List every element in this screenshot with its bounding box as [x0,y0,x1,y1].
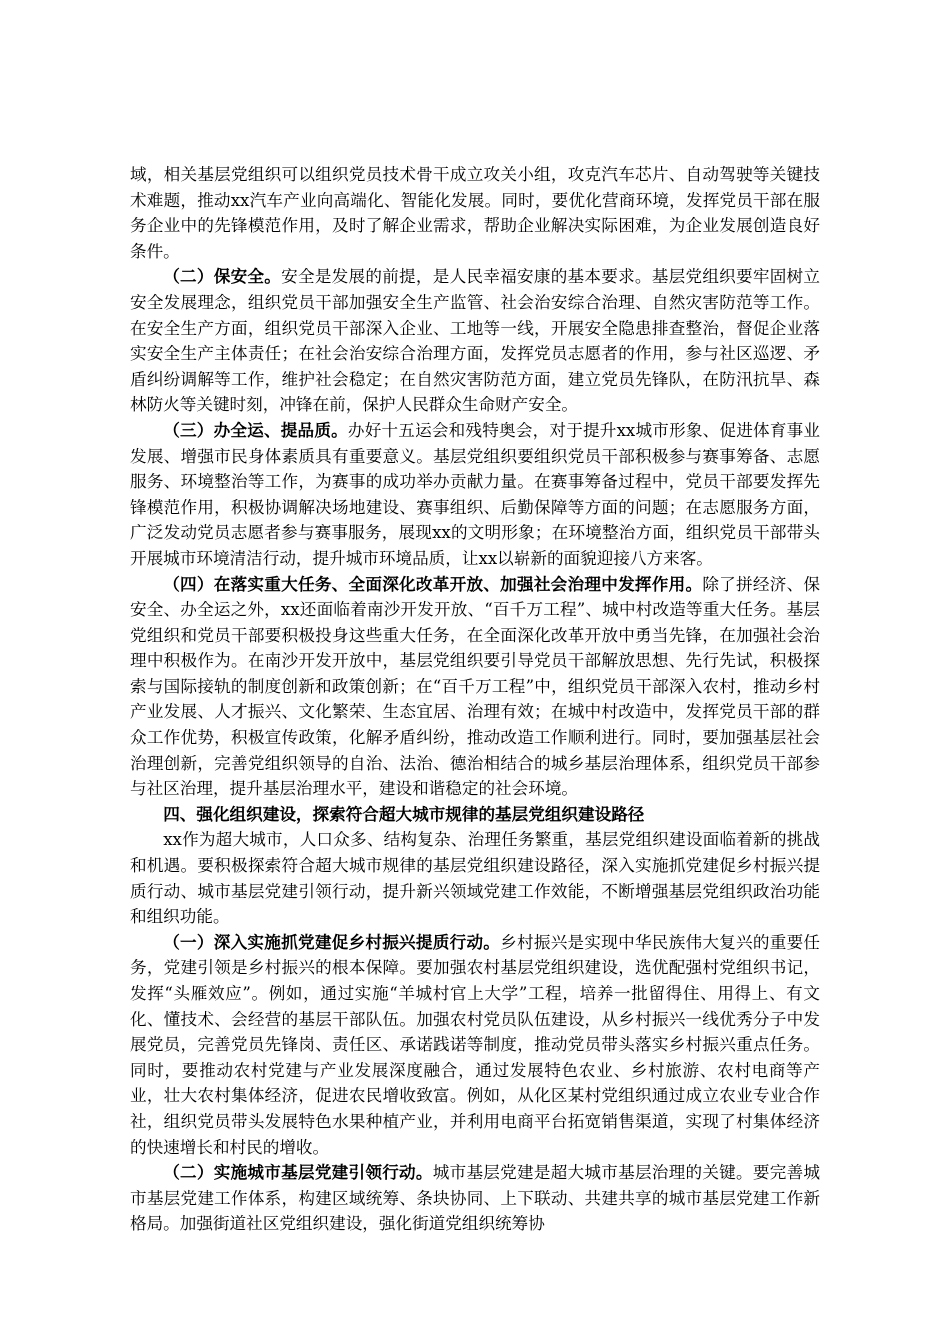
section-title: （一）深入实施抓党建促乡村振兴提质行动。 [163,931,501,952]
section-major-tasks [130,572,820,802]
section-rural-revitalization [130,930,820,1160]
section-games-quality [130,418,820,572]
section-safety [130,264,820,418]
section-body: 安全是发展的前提，是人民幸福安康的基本要求。基层党组织要牢固树立安全发展理念，组织党员干部加强安全生产监管、社会治安综合治理、自然灾害防范等工作。在安全生产方面，组织党员干部深入企业、工地等一线，开展安全隐患排查整治，督促企业落实安全生产主体责任；在社会治安综合治理方面，发挥党员志愿者的作用，参与社区巡逻、矛盾纠纷调解等工作，维护社会稳定；在自然灾害防范方面，建立党员先锋队，在防汛抗旱、森林防火等关键时刻，冲锋在前，保护人民群众生命财产安全。 [130,267,821,415]
intro-paragraph: 域，相关基层党组织可以组织党员技术骨干成立攻关小组，攻克汽车芯片、自动驾驶等关键技术难题，推动xx汽车产业向高端化、智能化发展。同时，要优化营商环境，发挥党员干部在服务企业中的先锋模范作用，及时了解企业需求，帮助企业解决实际困难，为企业发展创造良好条件。 [130,165,820,261]
section-title: （二）实施城市基层党建引领行动。 [163,1162,433,1183]
section-title: （三）办全运、提品质。 [163,419,348,440]
section-urban-party-building [130,1160,820,1237]
section-body: 乡村振兴是实现中华民族伟大复兴的重要任务，党建引领是乡村振兴的根本保障。要加强农村基层党组织建设，选优配强村党组织书记，发挥“头雁效应”。例如，通过实施“羊城村官上大学”工程，培养一批留得住、用得上、有文化、懂技术、会经营的基层干部队伍。加强农村党员队伍建设，从乡村振兴一线优秀分子中发展党员，完善党员先锋岗、责任区、承诺践诺等制度，推动党员带头落实乡村振兴重点任务。同时，要推动农村党建与产业发展深度融合，通过发展特色农业、乡村旅游、农村电商等产业，壮大农村集体经济，促进农民增收致富。例如，从化区某村党组织通过成立农业专业合作社，组织党员带头发展特色水果种植产业，并利用电商平台拓宽销售渠道，实现了村集体经济的快速增长和村民的增收。 [130,932,821,1157]
section-title: （四）在落实重大任务、全面深化改革开放、加强社会治理中发挥作用。 [163,573,703,594]
document-page [130,162,820,1237]
section-body: 办好十五运会和残特奥会，对于提升xx城市形象、促进体育事业发展、增强市民身体素质具有重要意义。基层党组织要组织党员干部积极参与赛事筹备、志愿服务、环境整治等工作，为赛事的成功举办贡献力量。在赛事筹备过程中，党员干部要发挥先锋模范作用，积极协调解决场地建设、赛事组织、后勤保障等方面的问题；在志愿服务方面，广泛发动党员志愿者参与赛事服务，展现xx的文明形象；在环境整治方面，组织党员干部带头开展城市环境清洁行动，提升城市环境品质，让xx以崭新的面貌迎接八方来客。 [130,420,821,568]
section-body: 城市基层党建是超大城市基层治理的关键。要完善城市基层党建工作体系，构建区域统筹、条块协同、上下联动、共建共享的城市基层党建工作新格局。加强街道社区党组织建设，强化街道党组织统筹协 [130,1163,821,1234]
section-title: （二）保安全。 [163,266,282,287]
section-body: 除了拼经济、保安全、办全运之外，xx还面临着南沙开发开放、“百千万工程”、城中村改造等重大任务。基层党组织和党员干部要积极投身这些重大任务，在全面深化改革开放中勇当先锋，在加强社会治理中积极作为。在南沙开发开放中，基层党组织要引导党员干部解放思想、先行先试，积极探索与国际接轨的制度创新和政策创新；在“百千万工程”中，组织党员干部深入农村，推动乡村产业发展、人才振兴、文化繁荣、生态宜居、治理有效；在城中村改造中，发挥党员干部的群众工作优势，积极宣传政策，化解矛盾纠纷，推动改造工作顺利进行。同时，要加强基层社会治理创新，完善党组织领导的自治、法治、德治相结合的城乡基层治理体系，组织党员干部参与社区治理，提升基层治理水平，建设和谐稳定的社会环境。 [130,574,821,799]
chapter-intro: xx作为超大城市，人口众多、结构复杂、治理任务繁重，基层党组织建设面临着新的挑战和机遇。要积极探索符合超大城市规律的基层党组织建设路径，深入实施抓党建促乡村振兴提质行动、城市基层党建引领行动，提升新兴领域党建工作效能，不断增强基层党组织政治功能和组织功能。 [130,830,820,927]
chapter-heading: 四、强化组织建设，探索符合超大城市规律的基层党组织建设路径 [163,803,645,824]
